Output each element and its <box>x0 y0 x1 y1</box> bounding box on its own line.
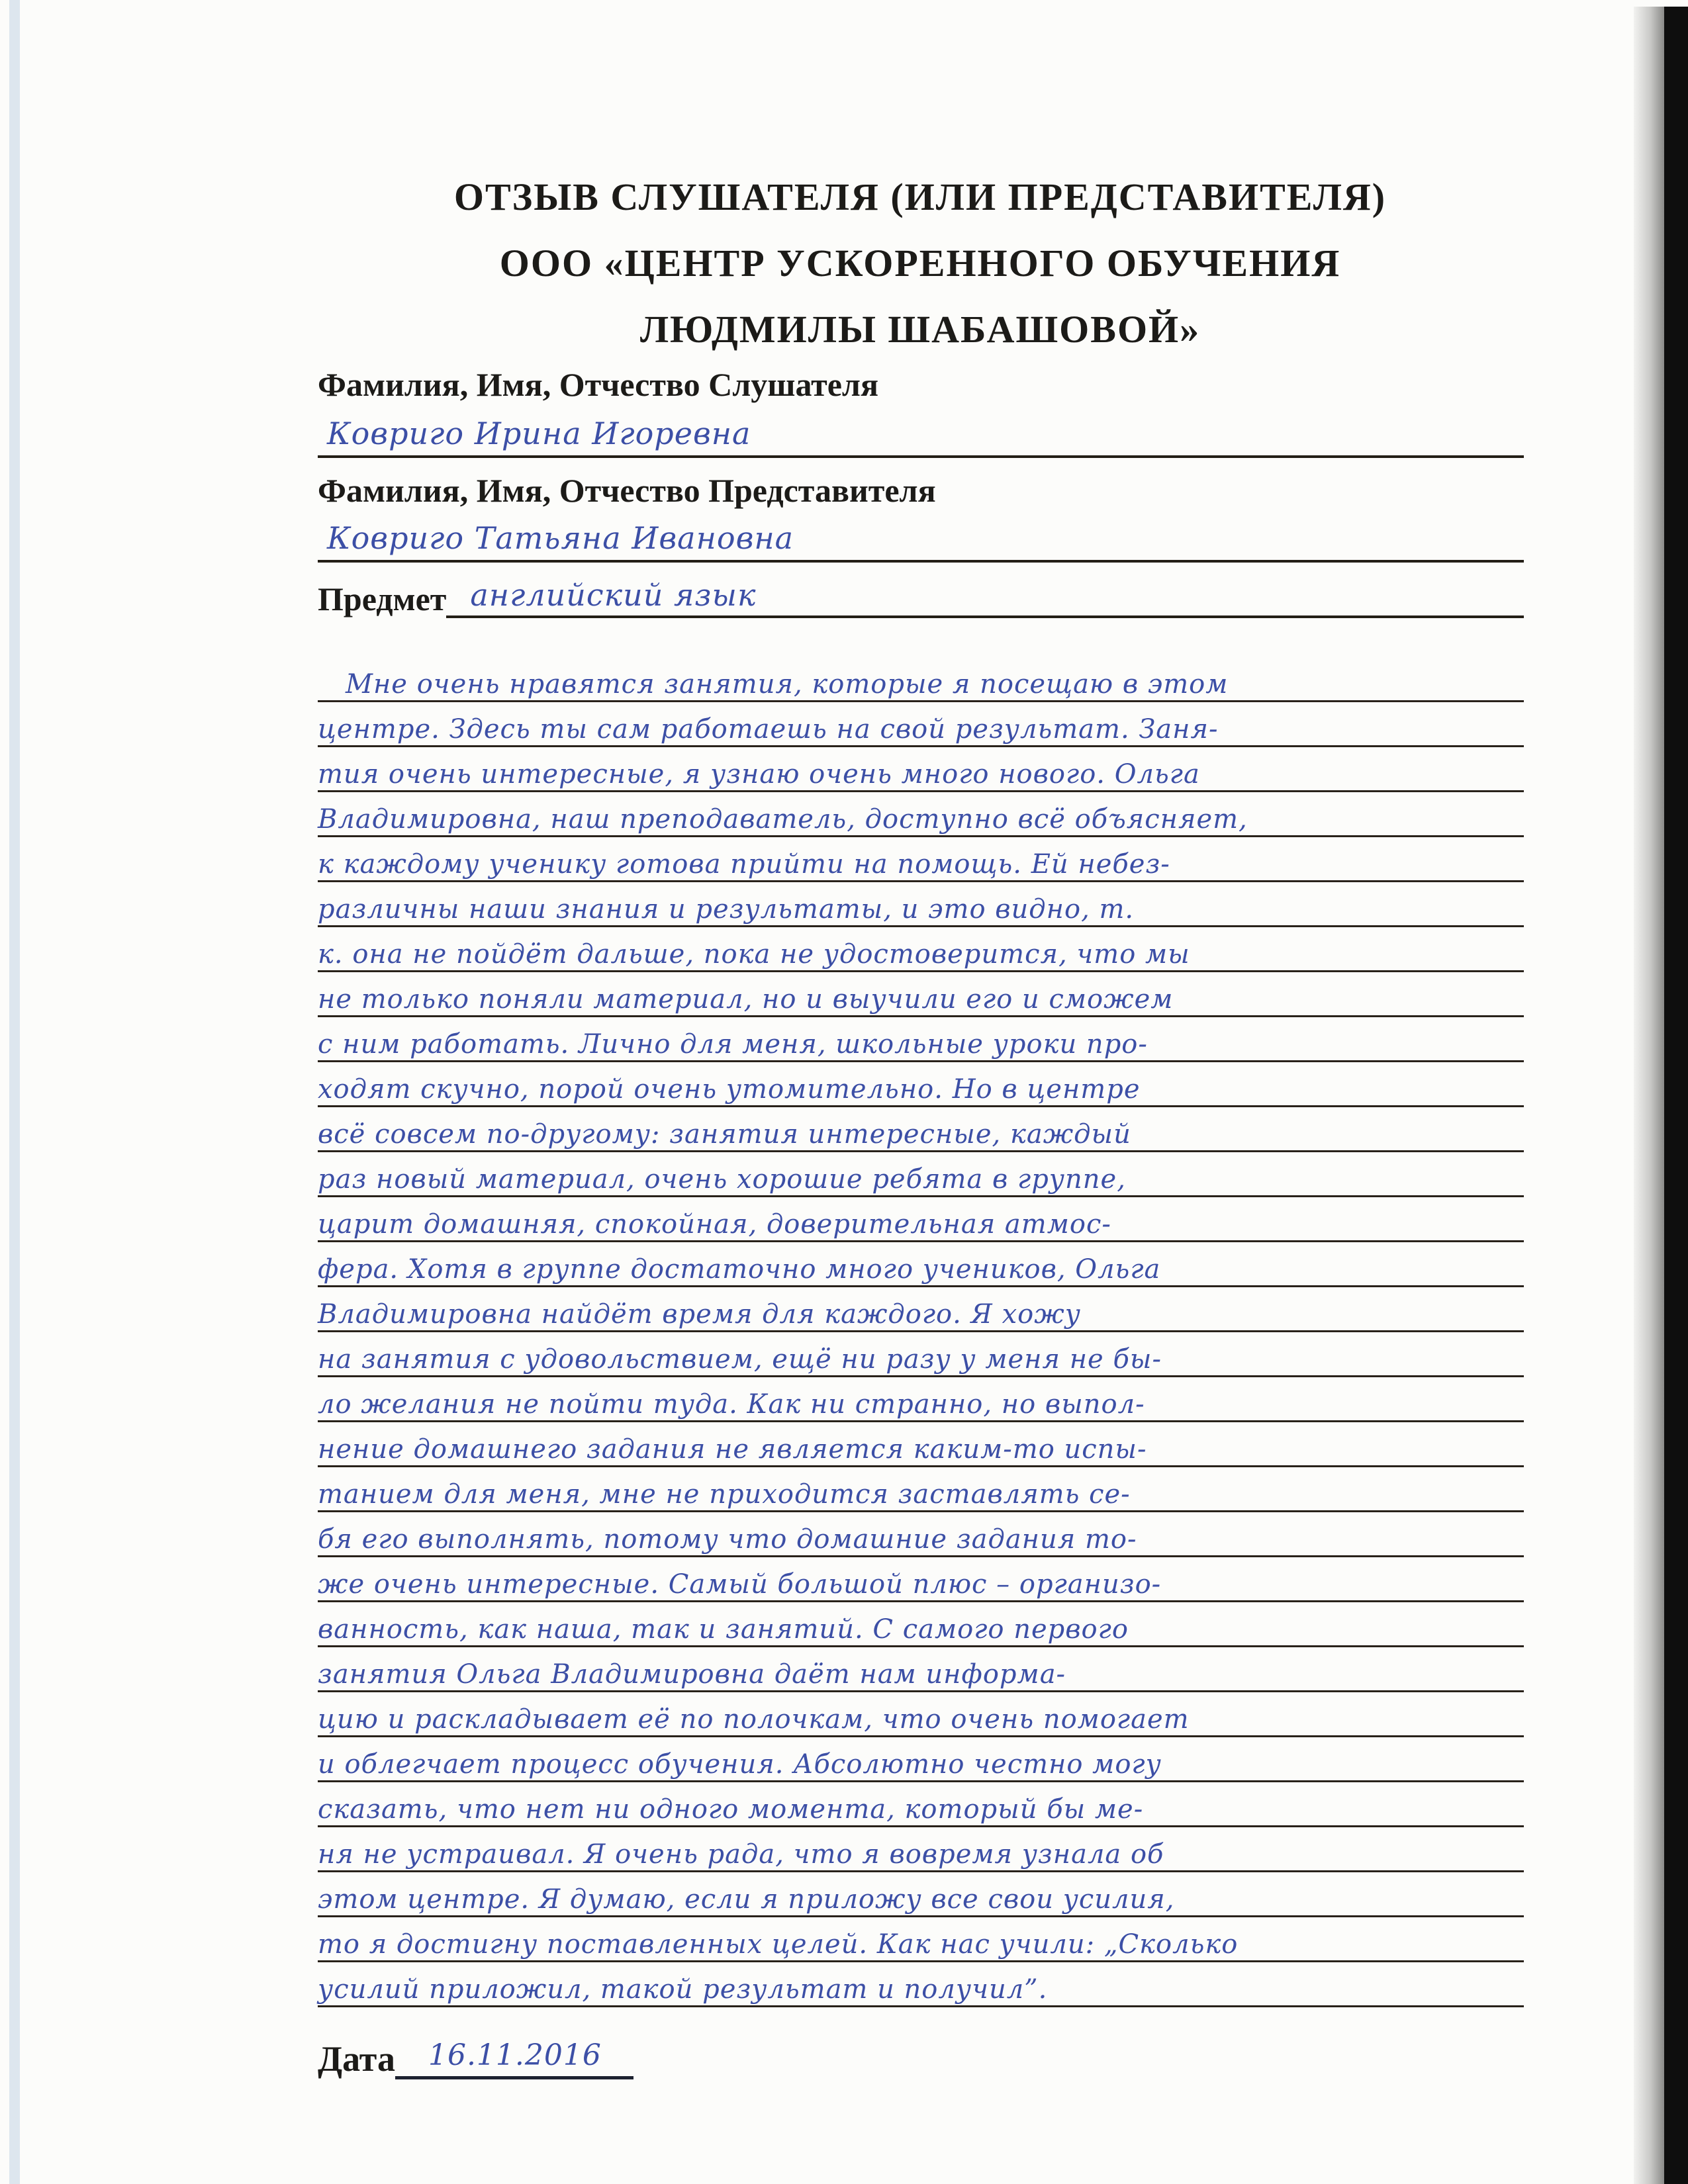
handwritten-line: с ним работать. Лично для меня, школьные уроки про- <box>318 1017 1524 1062</box>
student-name-value: Ковриго Ирина Игоревна <box>327 416 751 451</box>
handwritten-line: всё совсем по-другому: занятия интересные, каждый <box>318 1107 1524 1152</box>
form-title <box>318 164 1523 363</box>
student-name-field <box>318 396 1524 458</box>
subject-underline <box>446 577 1524 618</box>
representative-name-field <box>318 502 1524 563</box>
form-title-line-2: ООО «ЦЕНТР УСКОРЕННОГО ОБУЧЕНИЯ <box>499 242 1341 285</box>
subject-label: Предмет <box>318 580 447 617</box>
handwritten-line: и облегчает процесс обучения. Абсолютно честно могу <box>318 1737 1524 1782</box>
handwritten-line: бя его выполнять, потому что домашние задания то- <box>318 1512 1524 1557</box>
handwritten-line: то я достигну поставленных целей. Как нас учили: „Сколько <box>318 1917 1524 1962</box>
handwritten-line: центре. Здесь ты сам работаешь на свой результат. Заня- <box>318 702 1524 747</box>
representative-name-value: Ковриго Татьяна Ивановна <box>327 520 794 556</box>
scan-right-edge-black-strip <box>1664 7 1688 2184</box>
handwritten-line: занятия Ольга Владимировна даёт нам информа- <box>318 1647 1524 1692</box>
date-label: Дата <box>318 2039 395 2079</box>
handwritten-line: цию и раскладывает её по полочкам, что очень помогает <box>318 1692 1524 1737</box>
handwritten-line: к. она не пойдёт дальше, пока не удостоверится, что мы <box>318 927 1524 972</box>
handwritten-line: усилий приложил, такой результат и получил”. <box>318 1962 1524 2007</box>
handwritten-line: на занятия с удовольствием, ещё ни разу у меня не бы- <box>318 1332 1524 1377</box>
handwritten-line: ходят скучно, порой очень утомительно. Но в центре <box>318 1062 1524 1107</box>
subject-field-row <box>318 570 1524 618</box>
handwritten-line: не только поняли материал, но и выучили его и сможем <box>318 972 1524 1017</box>
form-title-line-3: ЛЮДМИЛЫ ШАБАШОВОЙ» <box>639 308 1201 351</box>
handwritten-line: царит домашняя, спокойная, доверительная атмос- <box>318 1197 1524 1242</box>
handwritten-line: Мне очень нравятся занятия, которые я посещаю в этом <box>318 657 1524 702</box>
handwritten-line: же очень интересные. Самый большой плюс – организо- <box>318 1557 1524 1602</box>
scan-left-edge-artifact <box>9 0 20 2184</box>
handwritten-line: фера. Хотя в группе достаточно много учеников, Ольга <box>318 1242 1524 1287</box>
handwritten-line: тия очень интересные, я узнаю очень много нового. Ольга <box>318 747 1524 792</box>
student-name-label: Фамилия, Имя, Отчество Слушателя <box>318 366 879 403</box>
representative-name-label: Фамилия, Имя, Отчество Представителя <box>318 472 936 509</box>
subject-value: английский язык <box>470 577 757 613</box>
handwritten-line: сказать, что нет ни одного момента, который бы ме- <box>318 1782 1524 1827</box>
date-field-row <box>318 2038 633 2079</box>
handwritten-line: нение домашнего задания не является каким-то испы- <box>318 1422 1524 1467</box>
handwritten-line: ня не устраивал. Я очень рада, что я вовремя узнала об <box>318 1827 1524 1872</box>
handwritten-line: к каждому ученику готова прийти на помощь. Ей небез- <box>318 837 1524 882</box>
handwritten-line: различны наши знания и результаты, и это видно, т. <box>318 882 1524 927</box>
handwritten-line: Владимировна найдёт время для каждого. Я хожу <box>318 1287 1524 1332</box>
review-text <box>318 657 1524 2007</box>
date-underline <box>395 2038 633 2079</box>
handwritten-line: ванность, как наша, так и занятий. С самого первого <box>318 1602 1524 1647</box>
handwritten-line: раз новый материал, очень хорошие ребята в группе, <box>318 1152 1524 1197</box>
form-title-line-1: ОТЗЫВ СЛУШАТЕЛЯ (ИЛИ ПРЕДСТАВИТЕЛЯ) <box>453 175 1387 218</box>
handwritten-line: этом центре. Я думаю, если я приложу все свои усилия, <box>318 1872 1524 1917</box>
date-value: 16.11.2016 <box>428 2038 602 2072</box>
handwritten-line: Владимировна, наш преподаватель, доступно всё объясняет, <box>318 792 1524 837</box>
scan-right-edge-shadow <box>1634 7 1664 2184</box>
handwritten-line: ло желания не пойти туда. Как ни странно, но выпол- <box>318 1377 1524 1422</box>
handwritten-line: танием для меня, мне не приходится заставлять се- <box>318 1467 1524 1512</box>
